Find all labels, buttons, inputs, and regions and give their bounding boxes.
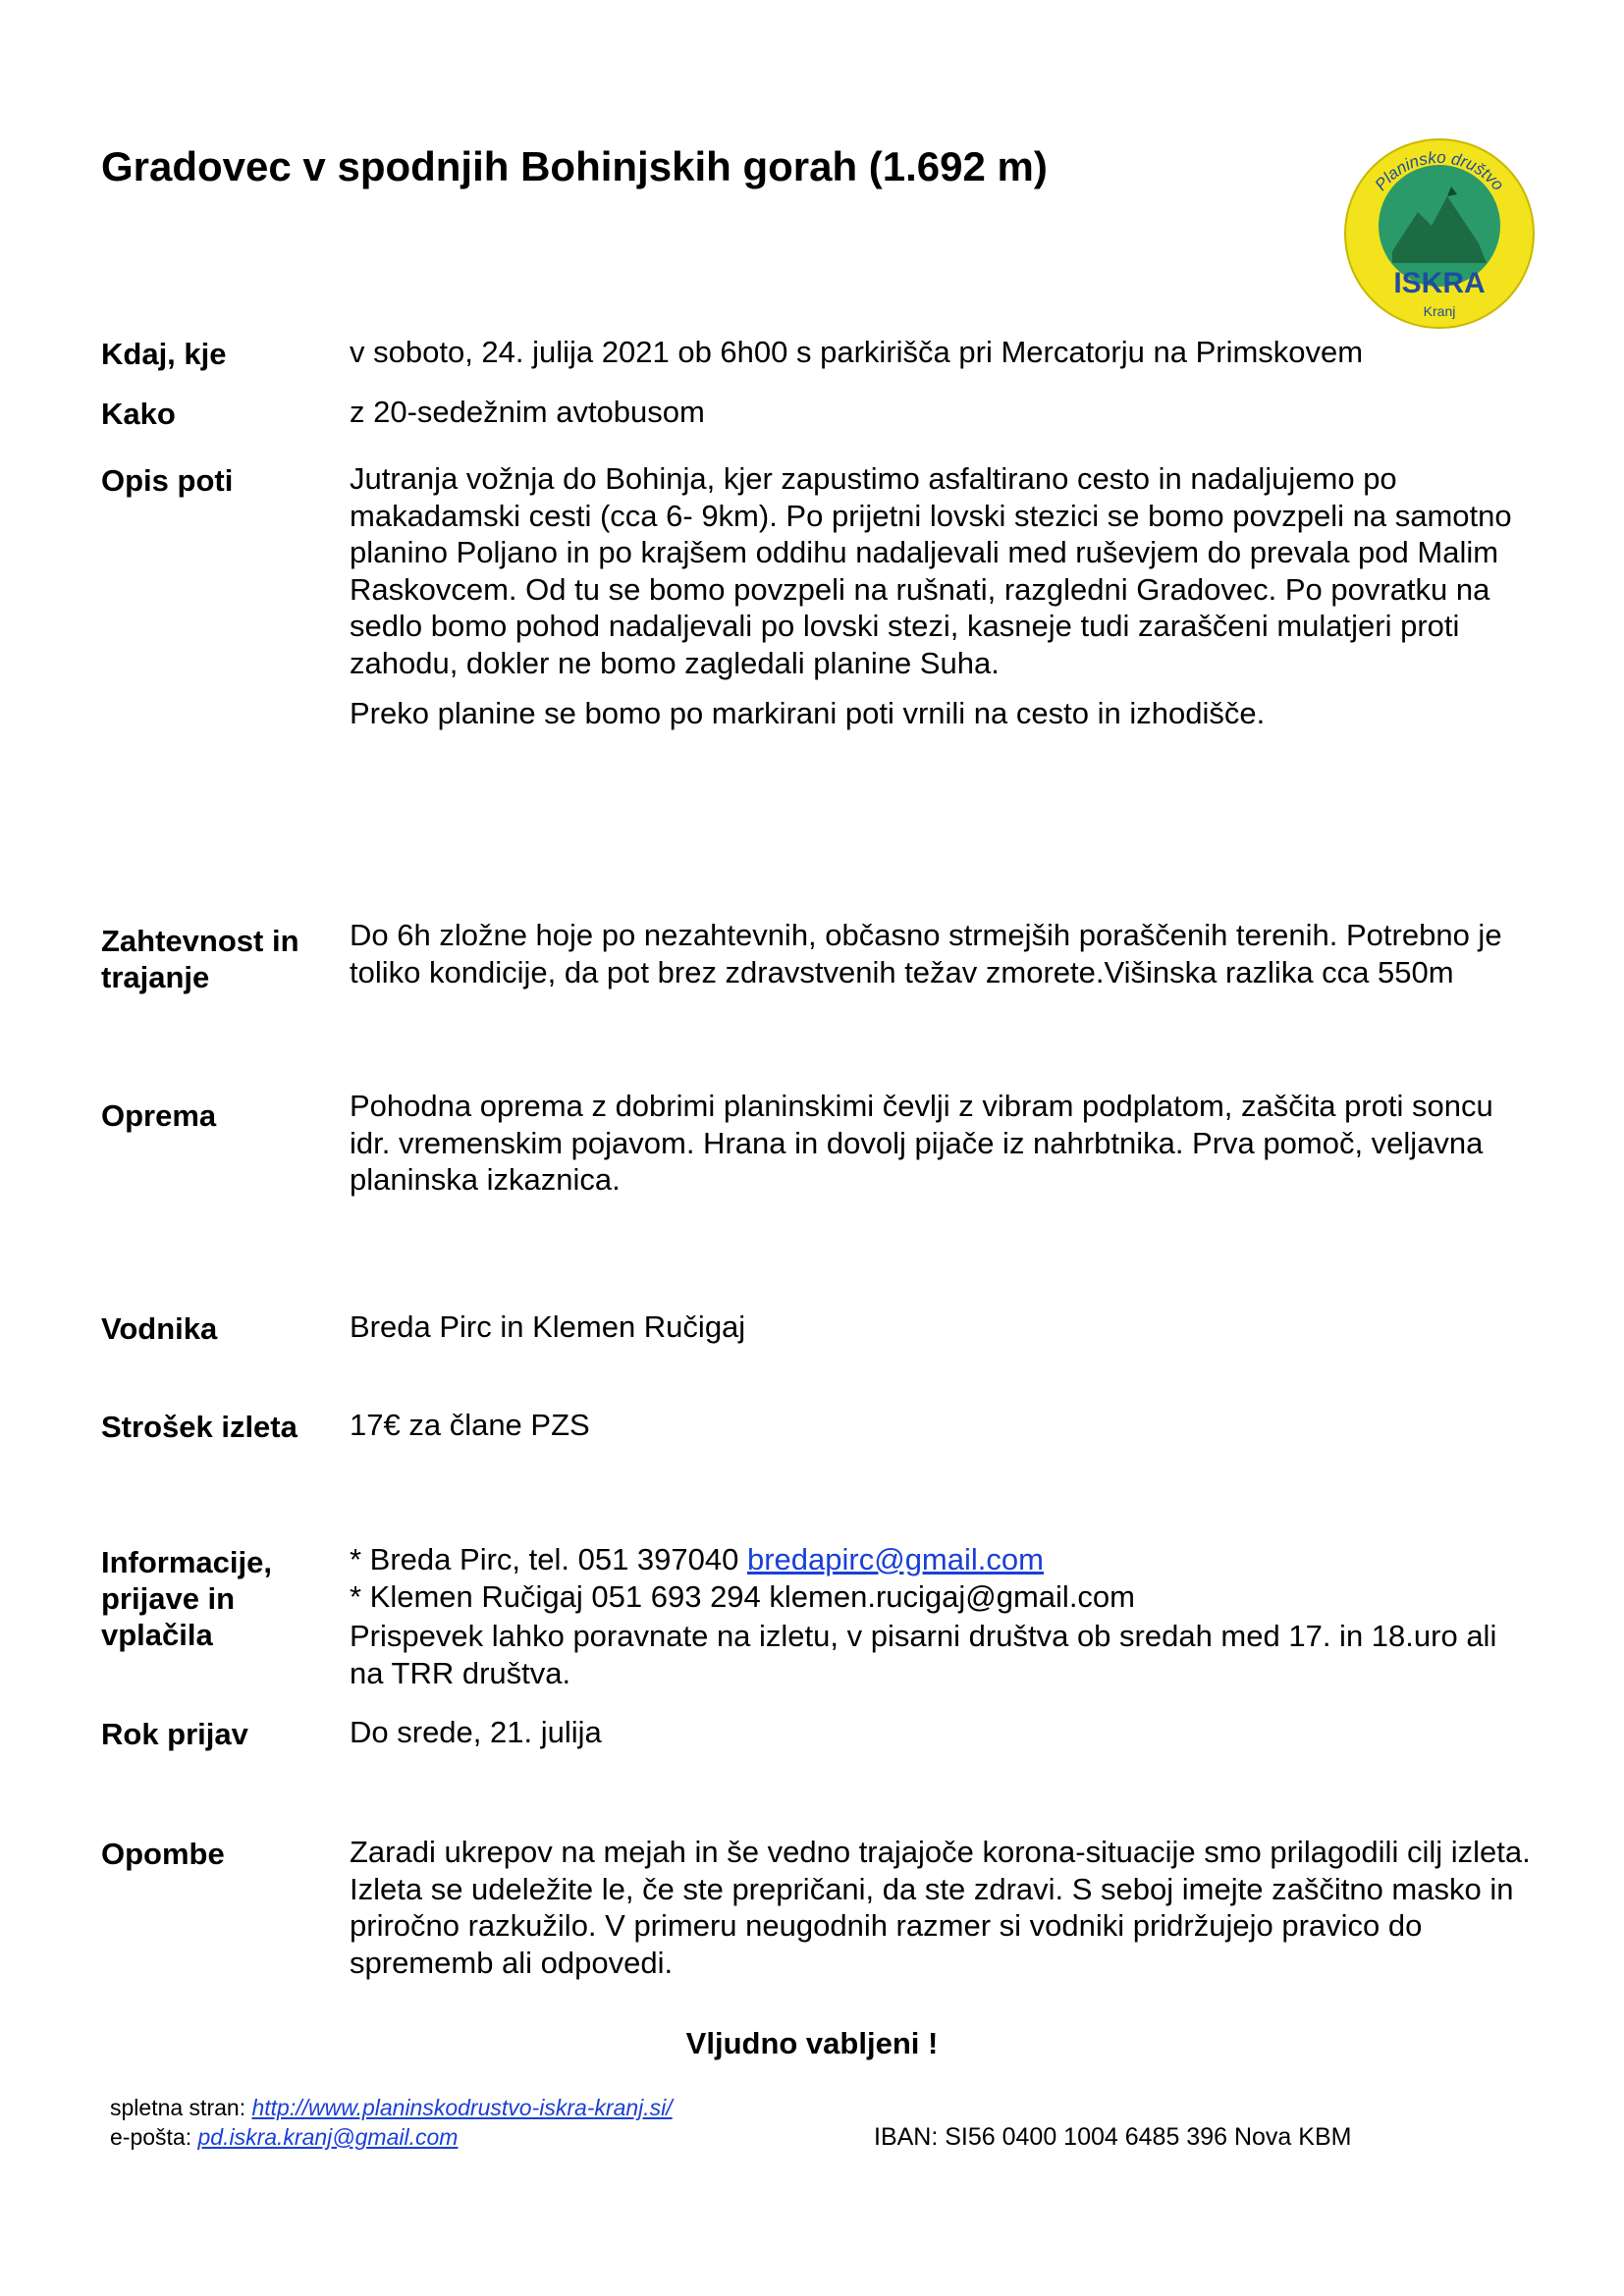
cost-value: 17€ za člane PZS [350,1408,590,1442]
website-link[interactable]: http://www.planinskodrustvo-iskra-kranj.si/ [251,2095,673,2120]
club-logo [1341,135,1538,332]
deadline-value: Do srede, 21. julija [350,1715,602,1749]
contact-breda [350,1541,1538,1578]
notes-label: Opombe [101,1837,225,1871]
transport-label: Kako [101,397,176,431]
when-where-label: Kdaj, kje [101,337,227,371]
logo-name: ISKRA [1393,267,1486,299]
payment-info: Prispevek lahko poravnate na izletu, v pisarni društva ob sredah med 17. in 18.uro ali na TRR društva. [350,1619,1497,1690]
cost-label: Strošek izleta [101,1410,298,1444]
notes-value: Zaradi ukrepov na mejah in še vedno trajajoče korona-situacije smo prilagodili cilj izleta. Izleta se udeležite le, če ste prepričani, da ste zdravi. S seboj imejte zaščitno masko in priročno razkužilo. V primeru neugodnih razmer si vodniki pridržujejo pravico do sprememb ali odpovedi. [350,1835,1531,1980]
footer-email [110,2122,458,2152]
page-title: Gradovec v spodnjih Bohinjskih gorah (1.692 m) [101,143,1048,189]
contact-breda-text: * Breda Pirc, tel. 051 397040 [350,1542,747,1576]
club-email-link[interactable]: pd.iskra.kranj@gmail.com [197,2124,459,2150]
logo-city: Kranj [1423,303,1456,319]
contact-klemen: * Klemen Ručigaj 051 693 294 klemen.rucigaj@gmail.com [350,1578,1135,1614]
deadline-label: Rok prijav [101,1717,248,1751]
website-label: spletna stran: [110,2095,252,2120]
when-where-value: v soboto, 24. julija 2021 ob 6h00 s parkirišča pri Mercatorju na Primskovem [350,335,1364,369]
route-paragraph-2: Preko planine se bomo po markirani poti vrnili na cesto in izhodišče. [350,696,1266,730]
route-description-label: Opis poti [101,463,234,498]
footer-iban: IBAN: SI56 0400 1004 6485 396 Nova KBM [874,2123,1352,2151]
transport-value: z 20-sedežnim avtobusom [350,395,705,429]
footer-website [110,2093,673,2122]
breda-email-link[interactable]: bredapirc@gmail.com [746,1542,1044,1576]
equipment-value: Pohodna oprema z dobrimi planinskimi čevlji z vibram podplatom, zaščita proti soncu idr. vremenskim pojavom. Hrana in dovolj pijače iz nahrbtnika. Prva pomoč, veljavna planinska izkaznica. [350,1089,1493,1197]
closing-text: Vljudno vabljeni ! [685,2026,939,2060]
difficulty-value: Do 6h zložne hoje po nezahtevnih, občasno strmejših poraščenih terenih. Potrebno je toliko kondicije, da pot brez zdravstvenih težav zmorete.Višinska razlika cca 550m [350,918,1502,989]
logo-arc-text: Planinsko društvo [1371,147,1508,194]
info-value [350,1541,1538,1691]
difficulty-label: Zahtevnost in trajanje [101,924,299,994]
route-paragraph-1: Jutranja vožnja do Bohinja, kjer zapustimo asfaltirano cesto in nadaljujemo po makadamski cesti (cca 6- 9km). Po prijetni lovski stezici se bomo povzpeli na samotno planino Poljano in po krajšem oddihu nadaljevali med ruševjem do prevala pod Malim Raskovcem. Od tu se bomo povzpeli na rušnati, razgledni Gradovec. Po povratku na sedlo bomo pohod nadaljevali po lovski stezi, kasneje tudi zaraščeni mulatjeri proti zahodu, dokler ne bomo zagledali planine Suha. [350,461,1512,680]
guides-label: Vodnika [101,1311,218,1346]
route-description [350,460,1538,732]
equipment-label: Oprema [101,1098,217,1133]
email-label: e-pošta: [110,2124,198,2150]
info-label: Informacije, prijave in vplačila [101,1545,272,1652]
guides-value: Breda Pirc in Klemen Ručigaj [350,1309,746,1344]
